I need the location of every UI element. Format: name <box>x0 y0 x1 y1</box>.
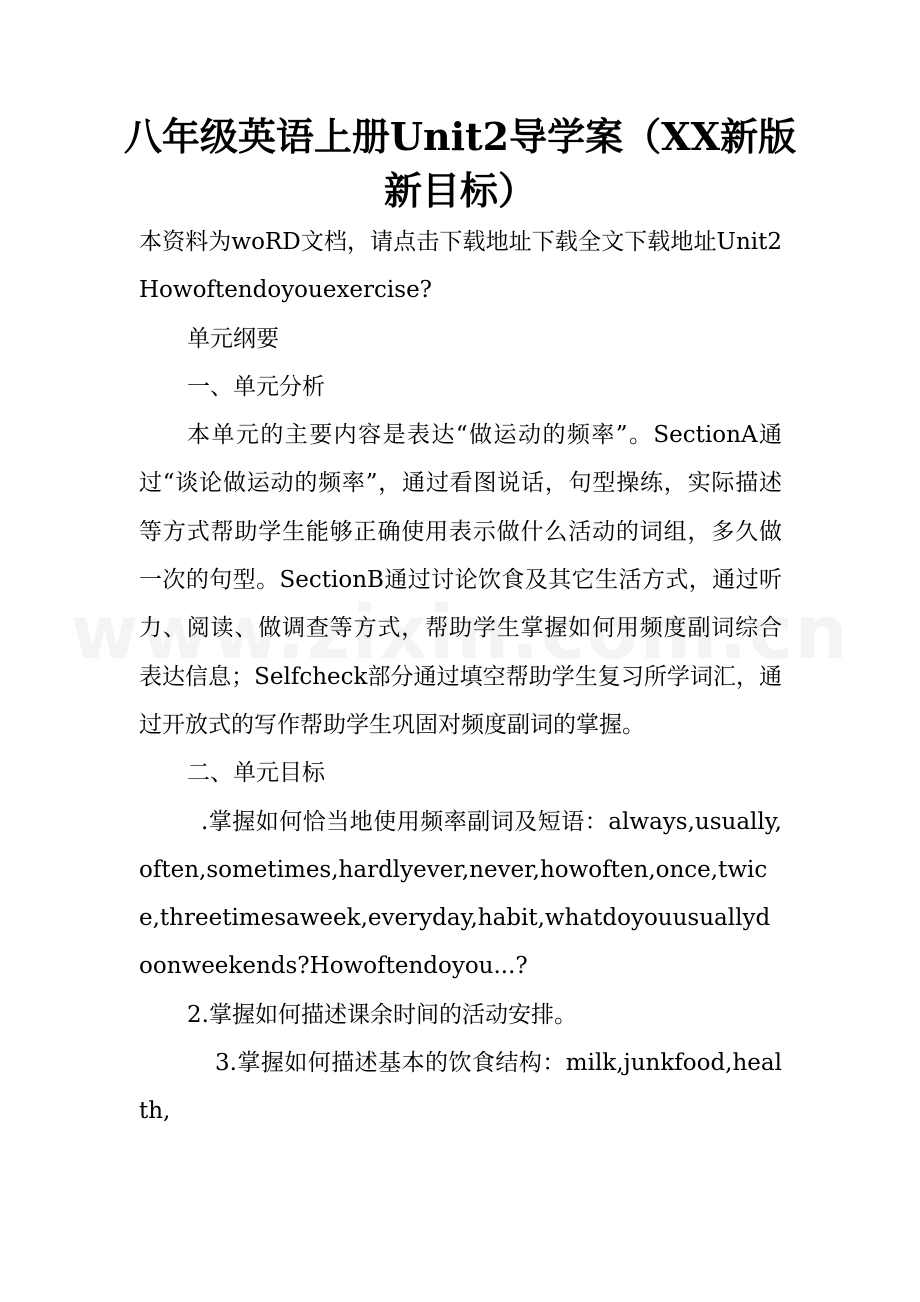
goal-item-3: 3.掌握如何描述基本的饮食结构：milk,junkfood,health, <box>139 1050 782 1125</box>
document-title: 八年级英语上册Unit2导学案（XX新版新目标） <box>123 114 797 213</box>
intro-paragraph: 本资料为woRD文档，请点击下载地址下载全文下载地址Unit2Howoftendoyouexercise? <box>139 229 782 304</box>
section-heading-goals: 二、单元目标 <box>187 760 325 787</box>
analysis-paragraph: 本单元的主要内容是表达“做运动的频率”。SectionA通过“谈论做运动的频率”，通过看图说话，句型操练，实际描述等方式帮助学生能够正确使用表示做什么活动的词组，多久做一次的句型。SectionB通过讨论饮食及其它生活方式，通过听力、阅读、做调查等方式，帮助学生掌握如何用频度副词综合表达信息；Selfcheck部分通过填空帮助学生复习所学词汇，通过开放式的写作帮助学生巩固对频度副词的掌握。 <box>139 422 782 738</box>
goal-item-1: .掌握如何恰当地使用频率副词及短语：always,usually,often,sometimes,hardlyever,never,howoften,once,twice,threetimesaweek,everyday,habit,whatdoyouusuallydoonweekends?Howoftendoyou...? <box>139 808 782 980</box>
document-body <box>139 218 782 1136</box>
goal-item-2: 2.掌握如何描述课余时间的活动安排。 <box>187 1001 577 1028</box>
section-heading-outline: 单元纲要 <box>187 325 279 352</box>
section-heading-analysis: 一、单元分析 <box>187 373 325 400</box>
